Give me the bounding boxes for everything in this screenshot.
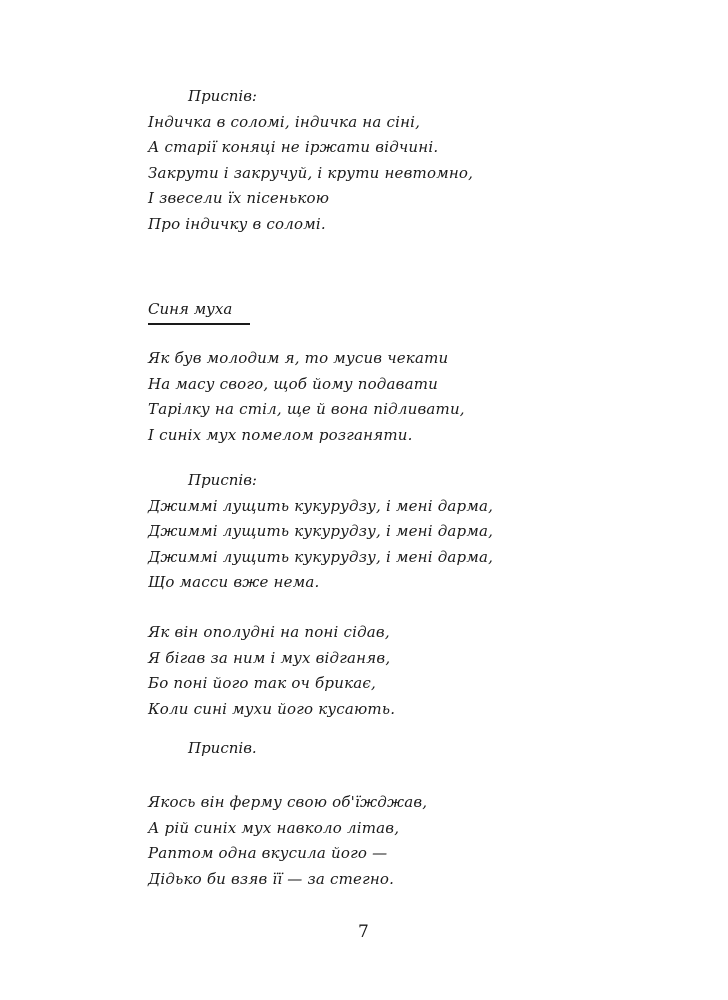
lyric-line: Джиммі лущить кукурудзу, і мені дарма,	[148, 496, 494, 515]
lyric-line: Дідько би взяв її — за стегно.	[148, 869, 395, 888]
lyric-line: Закрути і закручуй, і крути невтомно,	[148, 163, 474, 182]
chorus-label: Приспів:	[188, 87, 257, 105]
lyric-line: Якось він ферму свою об'їжджав,	[148, 793, 428, 811]
lyric-line: І звесели їх пісенькою	[148, 189, 330, 207]
verse-3	[148, 790, 588, 892]
lyric-line: Як був молодим я, то мусив чекати	[148, 349, 449, 367]
chorus-repeat-block	[148, 736, 588, 762]
lyric-line: Джиммі лущить кукурудзу, і мені дарма,	[148, 522, 494, 540]
lyric-line: Індичка в соломі, індичка на сіні,	[148, 112, 421, 131]
lyric-line: Тарілку на стіл, ще й вона підливати,	[148, 400, 465, 418]
lyric-line: Що масси вже нема.	[148, 573, 320, 591]
page-number: 7	[358, 922, 369, 942]
chorus-block	[148, 468, 588, 596]
lyric-line: Коли сині мухи його кусають.	[148, 699, 396, 718]
lyric-line: Джиммі лущить кукурудзу, і мені дарма,	[148, 547, 494, 566]
lyric-line: А рій синіх мух навколо літав,	[148, 818, 400, 837]
lyric-line: Як він опoлудні на поні сідав,	[148, 623, 390, 641]
verse-2	[148, 620, 588, 722]
chorus-block-top	[148, 84, 588, 237]
chorus-label: Приспів:	[188, 471, 257, 489]
lyric-line: Бо поні його так оч брикає,	[148, 674, 376, 692]
lyric-line: Раптом одна вкусила його —	[148, 844, 388, 862]
song-title-block	[148, 298, 588, 325]
verse-1	[148, 346, 588, 448]
lyric-line: І синіх мух помелом розганяти.	[148, 425, 413, 444]
lyric-line: На масу свого, щоб йому подавати	[148, 374, 439, 393]
title-underline	[148, 323, 250, 325]
lyric-line: Про індичку в соломі.	[148, 214, 326, 233]
chorus-repeat-label: Приспів.	[188, 739, 257, 757]
lyric-line: А старії коняці не іржати відчині.	[148, 138, 439, 156]
lyric-line: Я бігав за ним і мух відганяв,	[148, 648, 391, 667]
song-title: Синя муха	[148, 300, 233, 318]
